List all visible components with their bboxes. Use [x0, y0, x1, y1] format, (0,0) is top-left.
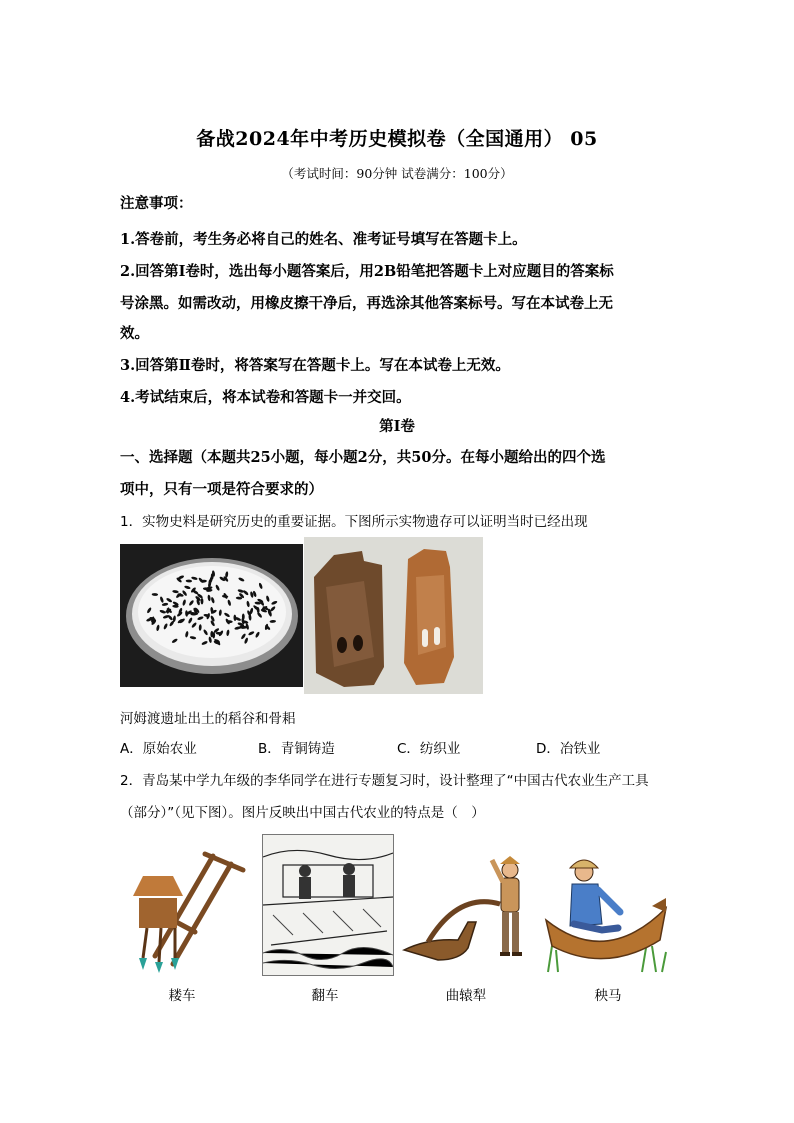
notice-item: 1.答卷前，考生务必将自己的姓名、准考证号填写在答题卡上。: [120, 231, 527, 248]
seed-drill-image: [125, 846, 250, 974]
section-heading-cont: 项中，只有一项是符合要求的）: [120, 481, 323, 498]
question-2-stem-cont: （部分）”（见下图）。图片反映出中国古代农业的特点是（ ）: [120, 805, 485, 821]
volume-heading: 第Ⅰ卷: [379, 418, 415, 435]
curved-plough-image: [398, 852, 538, 974]
notice-heading: 注意事项：: [120, 195, 193, 212]
rice-grains-photo: [120, 544, 303, 687]
water-wheel-caption: 翻车: [311, 988, 339, 1004]
option-c[interactable]: C．纺织业: [397, 741, 461, 757]
curved-plough-illustration: [398, 852, 538, 974]
water-wheel-illustration: [263, 835, 393, 975]
notice-item: 效。: [120, 325, 149, 342]
notice-item: 号涂黑。如需改动，用橡皮擦干净后，再选涂其他答案标号。写在本试卷上无: [120, 295, 613, 312]
rice-seedling-horse-image: [542, 850, 670, 974]
question-1-caption: 河姆渡遗址出土的稻谷和骨耜: [120, 711, 296, 727]
rice-grains-illustration: [120, 544, 303, 687]
question-2-stem: 2．青岛某中学九年级的李华同学在进行专题复习时，设计整理了“中国古代农业生产工具: [120, 773, 649, 789]
rice-seedling-horse-caption: 秧马: [594, 988, 622, 1004]
question-1-stem: 1．实物史料是研究历史的重要证据。下图所示实物遗存可以证明当时已经出现: [120, 514, 588, 530]
option-a[interactable]: A．原始农业: [120, 741, 197, 757]
option-b[interactable]: B．青铜铸造: [258, 741, 335, 757]
notice-item: 2.回答第Ⅰ卷时，选出每小题答案后，用2B铅笔把答题卡上对应题目的答案标: [120, 263, 614, 280]
bone-spade-photo: [304, 537, 483, 694]
option-d[interactable]: D．冶铁业: [536, 741, 601, 757]
seed-drill-illustration: [125, 846, 250, 974]
curved-plough-caption: 曲辕犁: [445, 988, 487, 1004]
section-heading: 一、选择题（本题共25小题，每小题2分，共50分。在每小题给出的四个选: [120, 449, 606, 466]
seed-drill-caption: 耧车: [168, 988, 196, 1004]
bone-spade-illustration: [304, 537, 483, 694]
page-title: 备战2024年中考历史模拟卷（全国通用） 05: [196, 128, 598, 150]
notice-item: 3.回答第Ⅱ卷时，将答案写在答题卡上。写在本试卷上无效。: [120, 357, 510, 374]
notice-item: 4.考试结束后，将本试卷和答题卡一并交回。: [120, 389, 411, 406]
rice-seedling-horse-illustration: [542, 850, 670, 974]
water-wheel-image: [262, 834, 394, 976]
exam-info: （考试时间：90分钟 试卷满分：100分）: [281, 166, 513, 181]
